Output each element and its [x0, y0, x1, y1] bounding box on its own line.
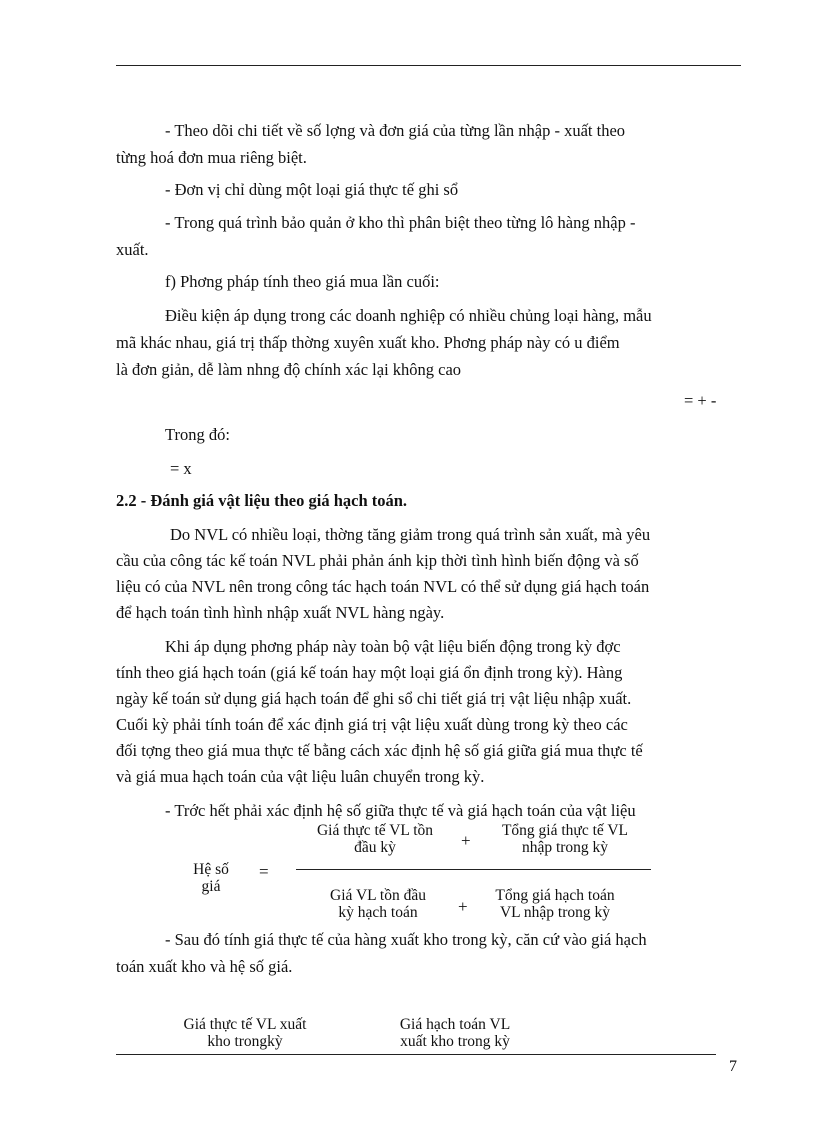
body-line: Điều kiện áp dụng trong các doanh nghiệp có nhiều chủng loại hàng, mẫu — [165, 306, 652, 325]
numerator-term-a-line1: Giá thực tế VL tồn — [316, 822, 433, 839]
body-line: - Theo dõi chi tiết về số lợng và đơn giá của từng lần nhập - xuất theo — [165, 121, 626, 140]
formula-lhs-line2: giá — [201, 878, 221, 895]
fraction-bar — [296, 869, 651, 870]
denominator-term-a — [303, 887, 453, 921]
formula2-term-a-line1: Giá thực tế VL xuất — [183, 1016, 307, 1033]
body-line: đối tợng theo giá mua thực tế bằng cách xác định hệ số giá giữa giá mua thực tế — [116, 741, 643, 760]
section-heading: 2.2 - Đánh giá vật liệu theo giá hạch toán. — [116, 491, 408, 510]
formula-fragment: = x — [170, 459, 192, 478]
body-line: liệu có của NVL nên trong công tác hạch toán NVL có thể sử dụng giá hạch toán — [116, 577, 650, 596]
body-line: - Sau đó tính giá thực tế của hàng xuất kho trong kỳ, căn cứ vào giá hạch — [165, 930, 647, 949]
page-number: 7 — [729, 1058, 737, 1075]
body-line: và giá mua hạch toán của vật liệu luân chuyển trong kỳ. — [116, 767, 485, 786]
numerator-term-a — [290, 822, 460, 856]
denominator-term-b-line1: Tổng giá hạch toán — [495, 887, 615, 904]
body-line: Cuối kỳ phải tính toán để xác định giá trị vật liệu xuất dùng trong kỳ theo các — [116, 715, 628, 734]
footer-rule — [116, 1054, 716, 1055]
body-line: ngày kế toán sử dụng giá hạch toán để ghi sổ chi tiết giá trị vật liệu nhập xuất. — [116, 689, 632, 708]
denominator-term-a-line2: kỳ hạch toán — [338, 904, 418, 921]
body-line: là đơn giản, dễ làm nhng độ chính xác lại không cao — [116, 360, 462, 379]
formula2-term-a-line2: kho trongkỳ — [207, 1033, 283, 1050]
numerator-term-b-line1: Tổng giá thực tế VL — [501, 822, 629, 839]
body-line: từng hoá đơn mua riêng biệt. — [116, 148, 307, 167]
formula2-term-b-line1: Giá hạch toán VL — [399, 1016, 511, 1033]
numerator-term-b — [475, 822, 655, 856]
body-line: cầu của công tác kế toán NVL phải phản ánh kịp thời tình hình biến động và số — [116, 551, 639, 570]
body-line: mã khác nhau, giá trị thấp thờng xuyên xuất kho. Phơng pháp này có u điểm — [116, 333, 620, 352]
body-line: - Đơn vị chỉ dùng một loại giá thực tế ghi sổ — [165, 180, 459, 199]
formula-equals: = — [259, 862, 269, 881]
numerator-term-b-line2: nhập trong kỳ — [521, 839, 609, 856]
header-rule — [116, 65, 741, 66]
denominator-term-a-line1: Giá VL tồn đầu — [330, 887, 426, 904]
body-line: - Trong quá trình bảo quản ở kho thì phân biệt theo từng lô hàng nhập - — [165, 213, 636, 232]
subheading: f) Phơng pháp tính theo giá mua lần cuối: — [165, 272, 440, 291]
formula2-term-b-line2: xuất kho trong kỳ — [400, 1033, 510, 1050]
formula2-term-b — [370, 1016, 540, 1050]
formula2-term-a — [150, 1016, 340, 1050]
body-line: Trong đó: — [165, 425, 230, 444]
denominator-term-b-line2: VL nhập trong kỳ — [499, 904, 611, 921]
denominator-term-b — [470, 887, 640, 921]
formula-lhs — [176, 861, 246, 895]
numerator-plus: + — [461, 831, 471, 850]
formula-fragment: = + - — [684, 391, 717, 410]
body-line: Do NVL có nhiều loại, thờng tăng giảm trong quá trình sản xuất, mà yêu — [170, 525, 651, 544]
numerator-term-a-line2: đầu kỳ — [354, 839, 396, 856]
body-line: - Trớc hết phải xác định hệ số giữa thực tế và giá hạch toán của vật liệu — [165, 801, 636, 820]
body-line: để hạch toán tình hình nhập xuất NVL hàng ngày. — [116, 603, 445, 622]
formula-lhs-line1: Hệ số — [193, 861, 229, 878]
body-line: xuất. — [116, 240, 149, 259]
body-line: tính theo giá hạch toán (giá kế toán hay một loại giá ổn định trong kỳ). Hàng — [116, 663, 623, 682]
denominator-plus: + — [458, 897, 468, 916]
body-line: Khi áp dụng phơng pháp này toàn bộ vật liệu biến động trong kỳ đợc — [165, 637, 621, 656]
body-line: toán xuất kho và hệ số giá. — [116, 957, 293, 976]
